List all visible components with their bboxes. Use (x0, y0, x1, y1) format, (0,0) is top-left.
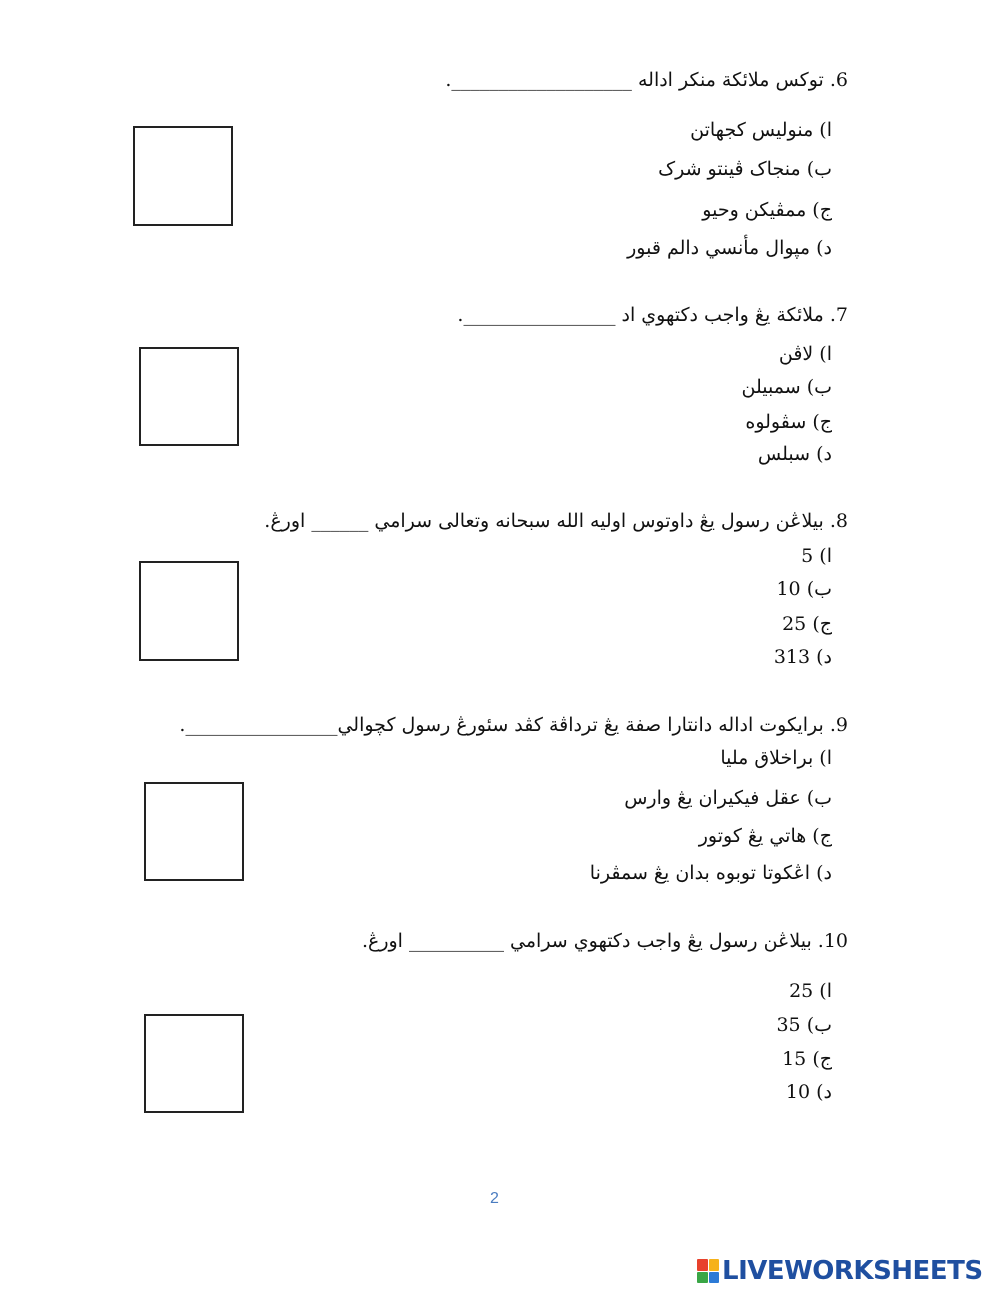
question-8-option-a: ا) 5 (801, 545, 832, 567)
question-7-answer-box[interactable] (139, 347, 239, 446)
question-8-option-b: ب) 10 (776, 578, 832, 600)
question-7-option-a: ا) لاڤن (778, 343, 832, 365)
question-7-option-b: ب) سمبيلن (741, 376, 832, 398)
question-8-option-d: د) 313 (773, 646, 832, 668)
question-7-option-c: ج) سڤولوه (745, 411, 832, 433)
question-6-text: 6. توکس ملائکة منکر اداله ___________________. (445, 69, 848, 91)
liveworksheets-logo-icon (697, 1259, 719, 1283)
liveworksheets-logo[interactable] (697, 1255, 983, 1287)
question-8-text: 8. بيلاڠن رسول يڠ داوتوس اوليه الله سبحانه وتعالى سرامي ______ اورڠ. (264, 510, 848, 532)
question-6-option-a: ا) منوليس کجهاتن (690, 119, 832, 141)
logo-square-red (697, 1259, 708, 1271)
question-6-option-d: د) مڽوال مأنسي دالم قبور (627, 237, 832, 259)
question-9-option-a: ا) براخلاق مليا (720, 747, 832, 769)
question-8-answer-box[interactable] (139, 561, 239, 661)
logo-text: LIVEWORKSHEETS (722, 1256, 983, 1286)
question-10-text: 10. بيلاڠن رسول يڠ واجب دکتهوي سرامي __________ اورڠ. (361, 930, 848, 952)
logo-square-blue (709, 1272, 720, 1284)
question-9-option-d: د) اڠکوتا توبوه بدان يڠ سمڤرنا (589, 862, 832, 884)
question-9-option-b: ب) عقل فيکيران يڠ وارس (624, 787, 832, 809)
question-9-option-c: ج) هاتي يڠ کوتور (698, 825, 832, 847)
question-7-text: 7. ملائکة يڠ واجب دکتهوي اد ________________. (457, 304, 848, 326)
question-8-option-c: ج) 25 (782, 613, 832, 635)
question-9-text: 9. برايکوت اداله دانتارا صفة يڠ ترداڤة کڤد سئورڠ رسول کچوالي________________. (179, 714, 848, 736)
question-6-option-c: ج) ممڤيکن وحيو (702, 199, 832, 221)
logo-square-green (697, 1272, 708, 1284)
question-10-option-d: د) 10 (785, 1081, 832, 1103)
question-10-option-b: ب) 35 (776, 1014, 832, 1036)
question-9-answer-box[interactable] (144, 782, 244, 881)
question-7-option-d: د) سبلس (757, 443, 832, 465)
question-10-answer-box[interactable] (144, 1014, 244, 1113)
question-10-option-c: ج) 15 (782, 1048, 832, 1070)
page-number: 2 (490, 1190, 499, 1207)
logo-square-yellow (709, 1259, 720, 1271)
question-6-answer-box[interactable] (133, 126, 233, 226)
question-6-option-b: ب) منجاک ڤينتو شرک (658, 158, 832, 180)
question-10-option-a: ا) 25 (789, 980, 832, 1002)
